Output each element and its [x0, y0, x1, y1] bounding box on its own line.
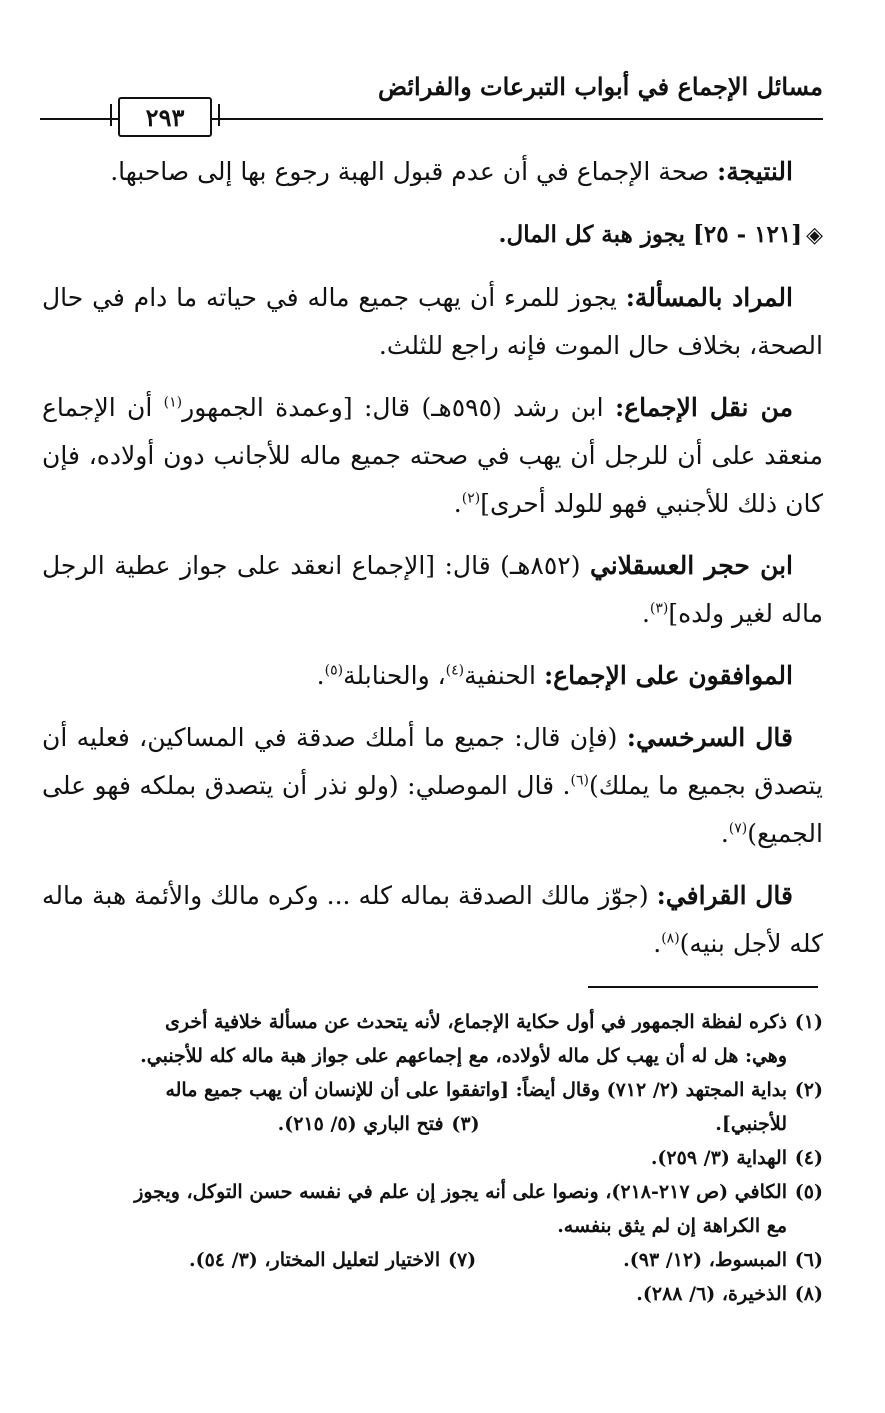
meaning-label: المراد بالمسألة: [625, 283, 793, 312]
page-number: ٢٩٣ [118, 97, 212, 137]
footnotes [42, 1005, 823, 1311]
agreeing-text-c: . [316, 661, 325, 690]
footnote-2-continued [480, 1107, 823, 1141]
ibn-hajar-text-a: (٨٥٢هـ) قال: [الإجماع انعقد على جواز عطية الرجل ماله لغير ولده] [42, 551, 823, 628]
footnote-ref-4[interactable]: (٤) [445, 662, 465, 679]
footnote-7 [42, 1243, 476, 1277]
transmitters-text-b: أن الإجماع منعقد على أن للرجل أن يهب في صحته جميع ماله للأجانب دون أولاده، فإن كان ذلك للأجنبي فهو للولد أحرى] [42, 393, 823, 518]
qarafi-text-a: (جوّز مالك الصدقة بماله كله ... وكره مالك والأئمة هبة ماله كله لأجل بنيه) [42, 881, 823, 958]
footnote-1-continued [42, 1039, 823, 1073]
footnote-2 [42, 1073, 823, 1107]
footnote-number: (٨) [794, 1283, 823, 1305]
footnote-ref-7[interactable]: (٧) [728, 820, 748, 837]
issue-title: [١٢١ - ٢٥] يجوز هبة كل المال. [498, 221, 803, 248]
agreeing-text-a: الحنفية [464, 661, 544, 690]
qarafi-text-b: . [653, 929, 662, 958]
footnote-text: الهداية (٣/ ٢٥٩). [650, 1147, 787, 1169]
agreeing-label: الموافقون على الإجماع: [543, 661, 793, 690]
ibn-hajar-label: ابن حجر العسقلاني [589, 551, 794, 580]
transmitters-text-c: . [453, 489, 462, 518]
footnote-text: الكافي (ص ٢١٧-٢١٨)، ونصوا على أنه يجوز إن علم في نفسه حسن التوكل، ويجوز [134, 1181, 787, 1203]
footnote-text: بداية المجتهد (٢/ ٧١٢) وقال أيضاً: [واتفقوا على أن للإنسان أن يهب جميع ماله [165, 1079, 787, 1101]
footnote-text: فتح الباري (٥/ ٢١٥). [277, 1113, 444, 1135]
footnote-text: ذكره لفظة الجمهور في أول حكاية الإجماع، لأنه يتحدث عن مسألة خلافية أخرى [165, 1011, 787, 1033]
sarakhsi-label: قال السرخسي: [626, 723, 793, 752]
footnote-text: وهي: هل له أن يهب كل ماله لأولاده، مع إجماعهم على جواز هبة ماله كله للأجنبي. [140, 1045, 787, 1067]
footnote-text: مع الكراهة إن لم يثق بنفسه. [557, 1215, 787, 1237]
footnote-row-2-3 [42, 1107, 823, 1141]
footnote-number: (٥) [794, 1181, 823, 1203]
footnote-5-continued [42, 1209, 823, 1243]
transmitters-label: من نقل الإجماع: [614, 393, 794, 422]
footnote-4 [42, 1141, 823, 1175]
footnote-text: الذخيرة، (٦/ ٢٨٨). [636, 1283, 787, 1305]
sarakhsi-text-a: (فإن قال: جميع ما أملك صدقة في المساكين، فعليه أن يتصدق بجميع ما يملك) [42, 723, 823, 800]
result-text: صحة الإجماع في أن عدم قبول الهبة رجوع بها إلى صاحبها. [110, 157, 718, 186]
main-text [42, 148, 823, 982]
agreeing-text-b: ، والحنابلة [343, 661, 446, 690]
page-header [40, 68, 823, 132]
sarakhsi-paragraph [42, 714, 823, 858]
footnote-number: (٣) [451, 1113, 480, 1135]
footnote-ref-5[interactable]: (٥) [324, 662, 344, 679]
result-label: النتيجة: [717, 157, 793, 186]
footnote-5 [42, 1175, 823, 1209]
footnote-3 [42, 1107, 480, 1141]
footnote-row-6-7 [42, 1243, 823, 1277]
agreeing-paragraph [42, 652, 823, 700]
footnote-ref-3[interactable]: (٣) [649, 600, 669, 617]
running-title: مسائل الإجماع في أبواب التبرعات والفرائض [377, 72, 823, 101]
footnote-number: (٢) [794, 1079, 823, 1101]
result-paragraph [42, 148, 823, 196]
footnote-number: (٤) [794, 1147, 823, 1169]
meaning-paragraph [42, 274, 823, 370]
footnote-8 [42, 1277, 823, 1311]
meaning-text: يجوز للمرء أن يهب جميع ماله في حياته ما دام في حال الصحة، بخلاف حال الموت فإنه راجع للثلث. [42, 283, 823, 360]
footnote-separator [588, 986, 818, 988]
footnote-text: للأجنبي]. [715, 1113, 787, 1135]
transmitters-text-a: ابن رشد (٥٩٥هـ) قال: [وعمدة الجمهور [182, 393, 615, 422]
issue-heading [42, 210, 823, 260]
transmitters-paragraph [42, 384, 823, 528]
footnote-number: (٧) [447, 1249, 477, 1271]
qarafi-label: قال القرافي: [656, 881, 794, 910]
footnote-text: المبسوط، (١٢/ ٩٣). [623, 1249, 787, 1271]
footnote-ref-6[interactable]: (٦) [570, 772, 589, 789]
footnote-ref-1[interactable]: (١) [163, 394, 183, 411]
footnote-ref-8[interactable]: (٨) [661, 930, 680, 947]
footnote-number: (١) [794, 1011, 823, 1033]
sarakhsi-text-b: . قال الموصلي: (ولو نذر أن يتصدق بملكه فهو على الجميع) [42, 771, 823, 848]
ibn-hajar-text-b: . [641, 599, 650, 628]
footnote-text: الاختيار لتعليل المختار، (٣/ ٥٤). [188, 1249, 441, 1271]
footnote-1 [42, 1005, 823, 1039]
qarafi-paragraph [42, 872, 823, 968]
footnote-ref-2[interactable]: (٢) [461, 490, 481, 507]
footnote-6 [476, 1243, 823, 1277]
ibn-hajar-paragraph [42, 542, 823, 638]
sarakhsi-text-c: . [720, 819, 729, 848]
footnote-number: (٦) [794, 1249, 823, 1271]
diamond-bullet-icon: ◈ [806, 223, 823, 248]
